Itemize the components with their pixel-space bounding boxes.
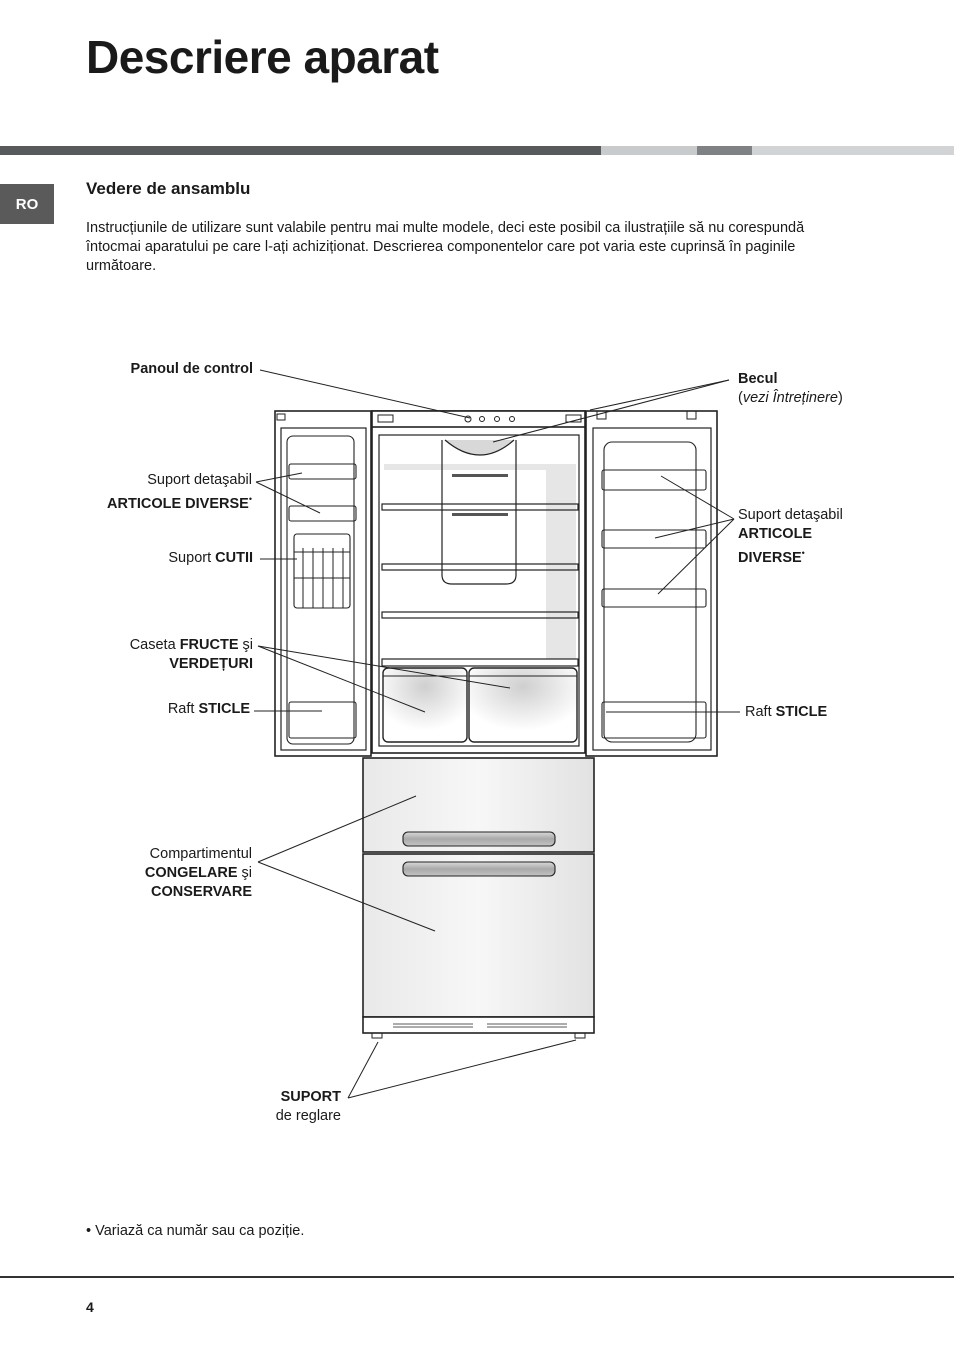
- label-control-panel: Panoul de control: [130, 361, 253, 377]
- label-shelf-left: Suport detaşabil ARTICOLE DIVERSE•: [107, 472, 252, 512]
- right-door: [586, 411, 717, 756]
- vent-slot: [452, 474, 508, 477]
- cavity-shadow: [384, 464, 546, 470]
- bottom-rule: [0, 1276, 954, 1278]
- label-freezer: Compartimentul CONGELARE şi CONSERVARE: [144, 846, 252, 900]
- page-number: 4: [86, 1299, 94, 1315]
- cavity-shadow: [546, 464, 576, 659]
- label-bottle-left: Raft STICLE: [167, 701, 250, 717]
- label-boxes: Suport CUTII: [168, 550, 253, 566]
- label-bulb: Becul (vezi Întreținere): [738, 371, 843, 406]
- label-crisper: Caseta FRUCTE şi VERDEȚURI: [129, 637, 253, 672]
- label-feet: SUPORT de reglare: [275, 1089, 341, 1124]
- base-grill: [363, 1017, 594, 1033]
- footnote: • Variază ca număr sau ca poziție.: [86, 1223, 305, 1239]
- freezer-handle-lower: [403, 862, 555, 876]
- label-bulb-ref: vezi Întreținere: [742, 390, 838, 406]
- freezer-lower-drawer: [363, 854, 594, 1017]
- crisper-drawer-right: [469, 668, 577, 742]
- top-panel: [372, 411, 585, 427]
- page-title: Descriere aparat: [86, 31, 439, 83]
- intro-paragraph: Instrucțiunile de utilizare sunt valabile pentru mai multe modele, deci este posibil ca ilustrațiile să nu corespundă întocmai aparatului pe care l-ați achiziționat. Descrierea componentelor care pot varia este cuprinsă în paginile următoare.: [86, 220, 805, 274]
- freezer-handle-upper: [403, 832, 555, 846]
- vent-slot: [452, 513, 508, 516]
- label-bottle-right: Raft STICLE: [745, 704, 828, 720]
- language-tab: RO: [0, 184, 54, 224]
- label-shelf-right: Suport detaşabil ARTICOLE DIVERSE•: [738, 507, 843, 566]
- fridge-outline: [275, 411, 717, 1038]
- section-title: Vedere de ansamblu: [86, 179, 251, 198]
